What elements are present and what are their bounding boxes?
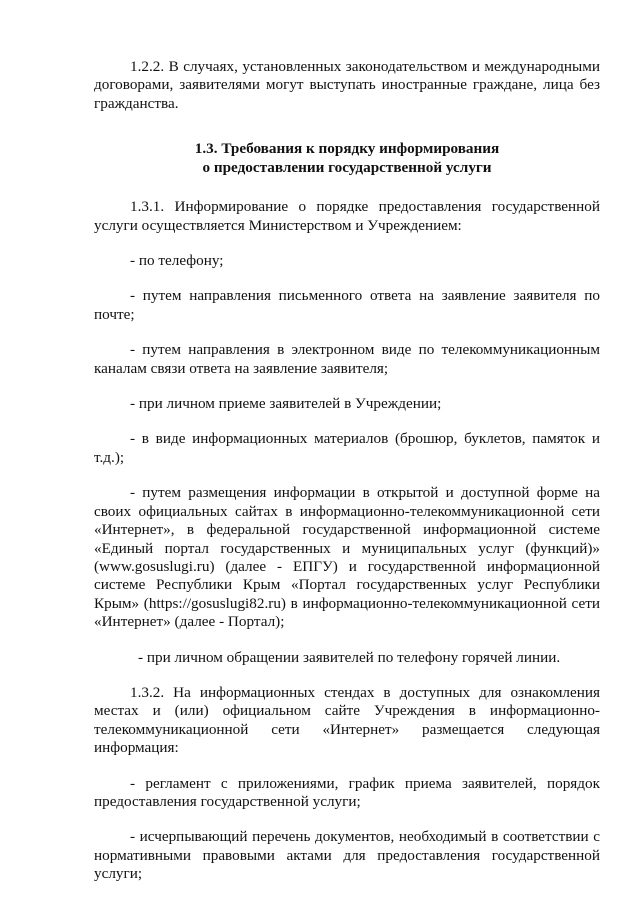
list-item-documents: - исчерпывающий перечень документов, необходимый в соответствии с нормативными правовыми актами для предоставления государственной услуги; bbox=[94, 828, 600, 883]
list-item-hotline: - при личном обращении заявителей по телефону горячей линии. bbox=[138, 648, 561, 666]
paragraph-1-3-1: 1.3.1. Информирование о порядке предоставления государственной услуги осуществляется Министерством и Учреждением: bbox=[94, 198, 600, 234]
list-item-materials: - в виде информационных материалов (брошюр, буклетов, памяток и т.д.); bbox=[94, 430, 600, 466]
section-heading bbox=[94, 139, 600, 177]
paragraph-1-3-2: 1.3.2. На информационных стендах в доступных для ознакомления местах и (или) официальном сайте Учреждения в информационно-телекоммуникационной сети «Интернет» размещается следующая информация: bbox=[94, 683, 600, 757]
paragraph-1-2-2: 1.2.2. В случаях, установленных законодательством и международными договорами, заявителями могут выступать иностранные граждане, лица без гражданства. bbox=[94, 58, 600, 112]
list-item-internet: - путем размещения информации в открытой и доступной форме на своих официальных сайтах в информационно-телекоммуникационной сети «Интернет», в федеральной государственной информационной системе «Единый портал государственных и муниципальных услуг (функций)» (www.gosuslugi.ru) (далее - ЕПГУ) и государственной информационной системе Республики Крым «Портал государственных услуг Республики Крым» (https://gosuslugi82.ru) в информационно-телекоммуникационной сети «Интернет» (далее - Портал); bbox=[94, 484, 600, 631]
list-item-mail: - путем направления письменного ответа на заявление заявителя по почте; bbox=[94, 287, 600, 323]
document-page bbox=[94, 58, 600, 901]
section-title-line-2: о предоставлении государственной услуги bbox=[202, 159, 492, 177]
list-item-personal-reception: - при личном приеме заявителей в Учреждении; bbox=[130, 395, 442, 413]
section-title-line-1: 1.3. Требования к порядку информирования bbox=[194, 140, 500, 158]
list-item-electronic: - путем направления в электронном виде по телекоммуникационным каналам связи ответа на заявление заявителя; bbox=[94, 341, 600, 377]
list-item-phone: - по телефону; bbox=[130, 252, 224, 270]
list-item-regulation: - регламент с приложениями, график приема заявителей, порядок предоставления государственной услуги; bbox=[94, 774, 600, 810]
